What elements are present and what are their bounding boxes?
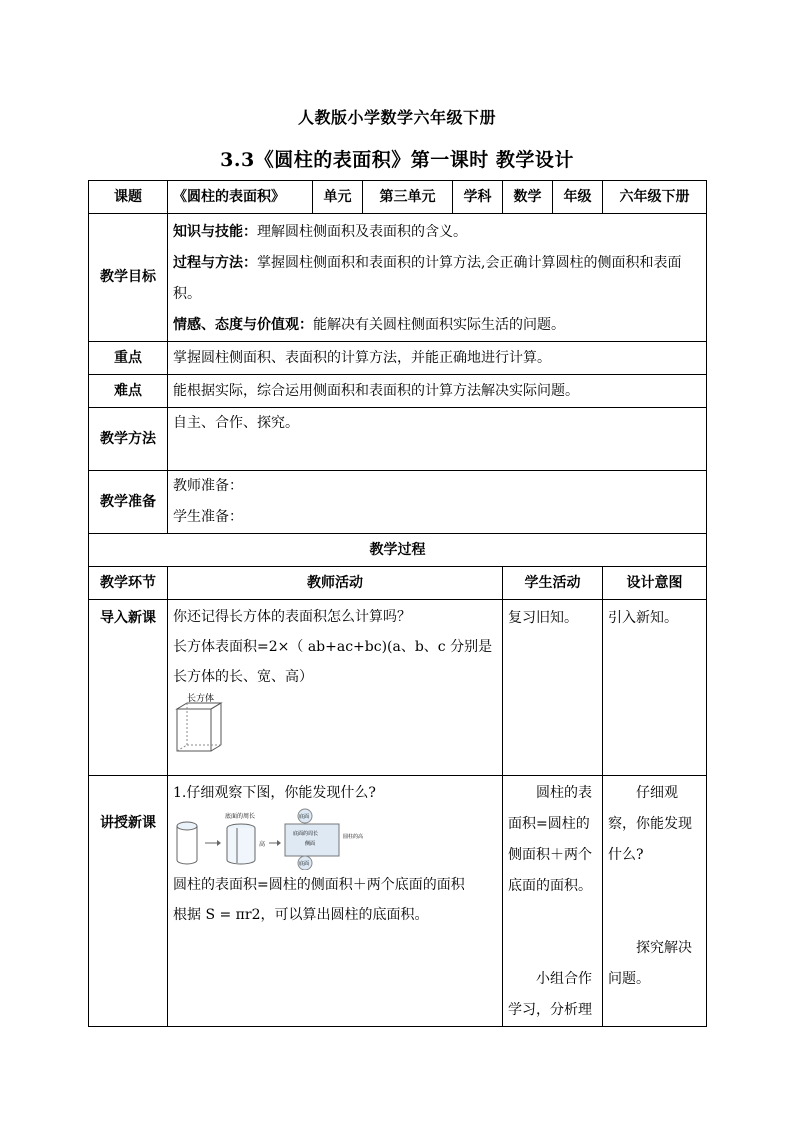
unit-value: 第三单元 bbox=[363, 181, 453, 214]
teaching-base-area: 根据 S = πr2，可以算出圆柱的底面积。 bbox=[173, 907, 429, 923]
intro-row bbox=[89, 600, 707, 776]
goal-knowledge: 知识与技能：理解圆柱侧面积及表面积的含义。 bbox=[173, 224, 467, 240]
teaching-question: 1.仔细观察下图，你能发现什么? bbox=[173, 785, 376, 801]
teaching-student bbox=[503, 776, 603, 1027]
difficulty-row bbox=[89, 375, 707, 408]
process-header-row bbox=[89, 567, 707, 600]
method-row bbox=[89, 408, 707, 471]
keypoint-row bbox=[89, 342, 707, 375]
header-stage: 教学环节 bbox=[89, 567, 168, 600]
cuboid-label: 长方体 bbox=[187, 694, 215, 704]
intro-formula: 长方体表面积=2×（ ab+ac+bc)(a、b、c 分别是长方体的长、宽、高） bbox=[173, 639, 493, 685]
cuboid-figure bbox=[173, 692, 233, 756]
intro-teacher bbox=[168, 600, 503, 776]
subject-value: 数学 bbox=[503, 181, 553, 214]
fig-bottom-low: 底面 bbox=[299, 861, 310, 867]
teaching-intent bbox=[603, 776, 707, 1027]
difficulty-label: 难点 bbox=[89, 375, 168, 408]
fig-perimeter-inner: 底面的周长 bbox=[293, 831, 319, 837]
process-title: 教学过程 bbox=[89, 534, 707, 567]
prep-row bbox=[89, 471, 707, 534]
fig-cyl-height: 圆柱的高 bbox=[343, 834, 364, 840]
method-label: 教学方法 bbox=[89, 408, 168, 471]
teaching-row bbox=[89, 776, 707, 1027]
cylinder-unfold-figure bbox=[173, 808, 473, 870]
goals-row bbox=[89, 214, 707, 342]
document-title: 人教版小学数学六年级下册 bbox=[297, 108, 496, 127]
fig-side: 侧面 bbox=[305, 841, 316, 847]
keypoint-text: 掌握圆柱侧面积、表面积的计算方法，并能正确地进行计算。 bbox=[168, 342, 707, 375]
intent-observe: 仔细观察，你能发现什么? bbox=[608, 785, 692, 863]
intent-explore: 探究解决问题。 bbox=[608, 940, 692, 987]
goals-label: 教学目标 bbox=[89, 214, 168, 342]
prep-label: 教学准备 bbox=[89, 471, 168, 534]
fig-height: 高 bbox=[259, 841, 266, 848]
intro-intent: 引入新知。 bbox=[603, 600, 707, 776]
teaching-formula: 圆柱的表面积=圆柱的侧面积＋两个底面的面积 bbox=[173, 877, 465, 893]
header-student: 学生活动 bbox=[503, 567, 603, 600]
topic-value: 《圆柱的表面积》 bbox=[168, 181, 313, 214]
document-subtitle: 3.3《圆柱的表面积》第一课时 教学设计 bbox=[220, 149, 574, 171]
grade-label: 年级 bbox=[553, 181, 603, 214]
keypoint-label: 重点 bbox=[89, 342, 168, 375]
intro-student: 复习旧知。 bbox=[503, 600, 603, 776]
teaching-stage: 讲授新课 bbox=[89, 776, 168, 1027]
student-prep: 学生准备： bbox=[173, 509, 243, 525]
lesson-plan-table bbox=[88, 180, 707, 1027]
topic-label: 课题 bbox=[89, 181, 168, 214]
unit-label: 单元 bbox=[313, 181, 363, 214]
teaching-teacher bbox=[168, 776, 503, 1027]
prep-content bbox=[168, 471, 707, 534]
goal-emotion: 情感、态度与价值观：能解决有关圆柱侧面积实际生活的问题。 bbox=[173, 317, 565, 333]
intro-question: 你还记得长方体的表面积怎么计算吗？ bbox=[173, 609, 411, 625]
fig-bottom-perimeter: 底面的周长 bbox=[225, 813, 256, 820]
difficulty-text: 能根据实际，综合运用侧面积和表面积的计算方法解决实际问题。 bbox=[168, 375, 707, 408]
goals-content bbox=[168, 214, 707, 342]
process-title-row bbox=[89, 534, 707, 567]
info-row bbox=[89, 181, 707, 214]
subject-label: 学科 bbox=[453, 181, 503, 214]
student-finding: 圆柱的表面积=圆柱的侧面积＋两个底面的面积。 bbox=[508, 785, 592, 894]
method-text: 自主、合作、探究。 bbox=[168, 408, 707, 471]
teacher-prep: 教师准备： bbox=[173, 478, 243, 494]
header-intent: 设计意图 bbox=[603, 567, 707, 600]
student-group-study: 小组合作学习，分析理 bbox=[508, 971, 592, 1018]
intro-stage: 导入新课 bbox=[89, 600, 168, 776]
fig-bottom-top: 底面 bbox=[299, 814, 310, 820]
goal-process: 过程与方法：掌握圆柱侧面积和表面积的计算方法,会正确计算圆柱的侧面积和表面积。 bbox=[173, 255, 682, 302]
grade-value: 六年级下册 bbox=[603, 181, 707, 214]
header-teacher: 教师活动 bbox=[168, 567, 503, 600]
